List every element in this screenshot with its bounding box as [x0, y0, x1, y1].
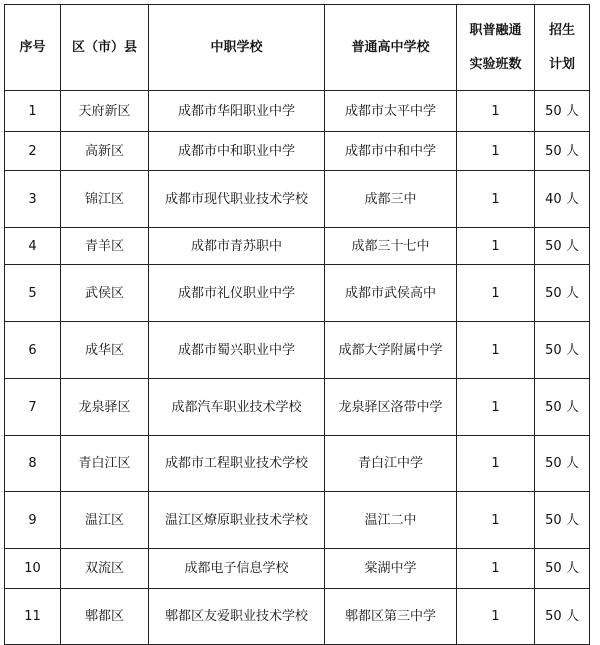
cell-serial: 11	[5, 589, 61, 645]
cell-class-count: 1	[457, 436, 535, 492]
cell-vocational-school: 成都市工程职业技术学校	[149, 436, 325, 492]
cell-high-school: 成都市太平中学	[325, 91, 457, 132]
cell-class-count: 1	[457, 228, 535, 265]
cell-enrollment-plan: 50 人	[535, 322, 590, 379]
cell-high-school: 成都市武侯高中	[325, 265, 457, 322]
cell-enrollment-plan: 50 人	[535, 91, 590, 132]
cell-district: 武侯区	[61, 265, 149, 322]
cell-serial: 2	[5, 132, 61, 171]
cell-vocational-school: 成都市礼仪职业中学	[149, 265, 325, 322]
cell-high-school: 成都市中和中学	[325, 132, 457, 171]
table-row	[5, 379, 590, 436]
cell-serial: 1	[5, 91, 61, 132]
cell-enrollment-plan: 40 人	[535, 171, 590, 228]
cell-serial: 6	[5, 322, 61, 379]
table-row	[5, 436, 590, 492]
cell-vocational-school: 成都市华阳职业中学	[149, 91, 325, 132]
cell-high-school: 温江二中	[325, 492, 457, 549]
cell-serial: 7	[5, 379, 61, 436]
cell-high-school: 成都三中	[325, 171, 457, 228]
cell-class-count: 1	[457, 379, 535, 436]
cell-high-school: 龙泉驿区洛带中学	[325, 379, 457, 436]
table-row	[5, 492, 590, 549]
header-enrollment-plan: 招生 计划	[535, 5, 590, 91]
cell-vocational-school: 成都电子信息学校	[149, 549, 325, 589]
cell-high-school: 郫都区第三中学	[325, 589, 457, 645]
enrollment-table	[4, 4, 590, 645]
cell-district: 郫都区	[61, 589, 149, 645]
table-row	[5, 171, 590, 228]
header-district: 区（市）县	[61, 5, 149, 91]
cell-enrollment-plan: 50 人	[535, 265, 590, 322]
cell-district: 双流区	[61, 549, 149, 589]
cell-class-count: 1	[457, 91, 535, 132]
cell-serial: 8	[5, 436, 61, 492]
cell-district: 天府新区	[61, 91, 149, 132]
cell-vocational-school: 成都市中和职业中学	[149, 132, 325, 171]
table-row	[5, 228, 590, 265]
table-row	[5, 265, 590, 322]
table-row	[5, 589, 590, 645]
cell-district: 青白江区	[61, 436, 149, 492]
header-vocational-school: 中职学校	[149, 5, 325, 91]
cell-serial: 10	[5, 549, 61, 589]
table-row	[5, 322, 590, 379]
table-row	[5, 549, 590, 589]
cell-district: 成华区	[61, 322, 149, 379]
cell-class-count: 1	[457, 492, 535, 549]
table-row	[5, 91, 590, 132]
cell-enrollment-plan: 50 人	[535, 492, 590, 549]
cell-vocational-school: 成都市蜀兴职业中学	[149, 322, 325, 379]
cell-class-count: 1	[457, 322, 535, 379]
cell-enrollment-plan: 50 人	[535, 132, 590, 171]
cell-district: 龙泉驿区	[61, 379, 149, 436]
cell-serial: 9	[5, 492, 61, 549]
cell-high-school: 青白江中学	[325, 436, 457, 492]
cell-vocational-school: 郫都区友爱职业技术学校	[149, 589, 325, 645]
cell-class-count: 1	[457, 589, 535, 645]
cell-vocational-school: 成都市青苏职中	[149, 228, 325, 265]
cell-enrollment-plan: 50 人	[535, 589, 590, 645]
table-row	[5, 132, 590, 171]
cell-enrollment-plan: 50 人	[535, 549, 590, 589]
cell-class-count: 1	[457, 549, 535, 589]
cell-high-school: 成都大学附属中学	[325, 322, 457, 379]
cell-serial: 4	[5, 228, 61, 265]
cell-high-school: 棠湖中学	[325, 549, 457, 589]
cell-enrollment-plan: 50 人	[535, 436, 590, 492]
cell-serial: 5	[5, 265, 61, 322]
cell-enrollment-plan: 50 人	[535, 379, 590, 436]
cell-class-count: 1	[457, 171, 535, 228]
cell-high-school: 成都三十七中	[325, 228, 457, 265]
cell-vocational-school: 温江区燎原职业技术学校	[149, 492, 325, 549]
header-row	[5, 5, 590, 91]
cell-vocational-school: 成都汽车职业技术学校	[149, 379, 325, 436]
cell-enrollment-plan: 50 人	[535, 228, 590, 265]
cell-class-count: 1	[457, 265, 535, 322]
cell-district: 锦江区	[61, 171, 149, 228]
cell-vocational-school: 成都市现代职业技术学校	[149, 171, 325, 228]
cell-serial: 3	[5, 171, 61, 228]
header-class-count: 职普融通 实验班数	[457, 5, 535, 91]
header-serial: 序号	[5, 5, 61, 91]
cell-class-count: 1	[457, 132, 535, 171]
cell-district: 青羊区	[61, 228, 149, 265]
cell-district: 高新区	[61, 132, 149, 171]
header-high-school: 普通高中学校	[325, 5, 457, 91]
cell-district: 温江区	[61, 492, 149, 549]
